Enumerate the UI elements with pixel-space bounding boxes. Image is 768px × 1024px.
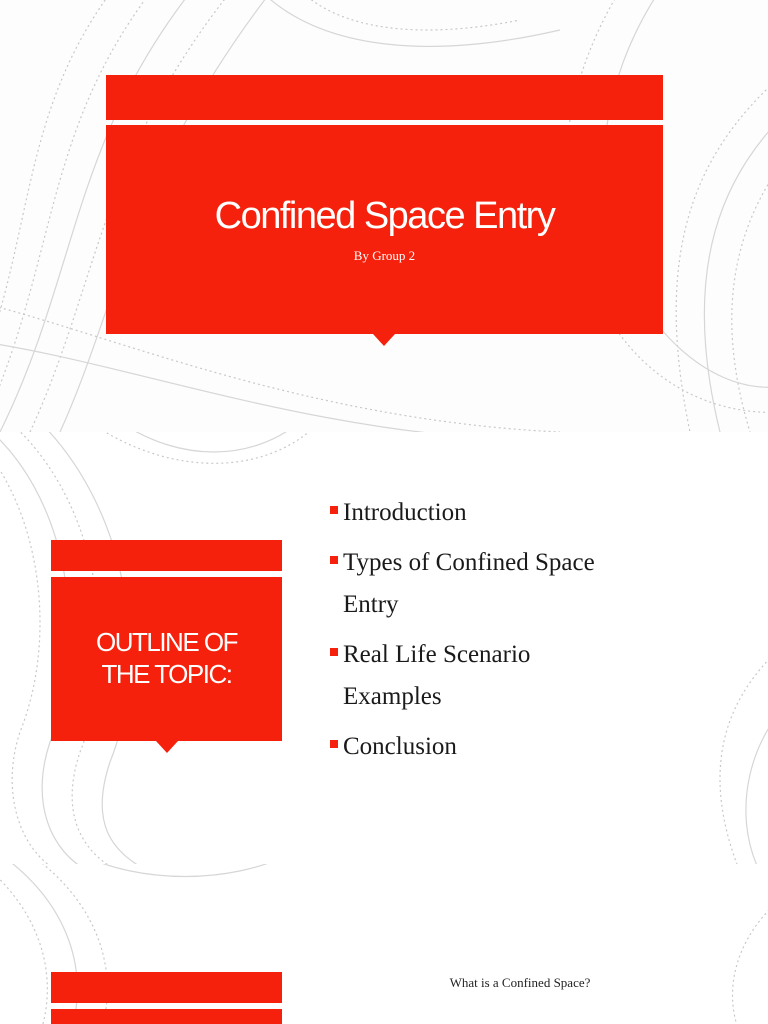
outline-item-text: Real Life Scenario bbox=[343, 641, 531, 668]
outline-item-text: Conclusion bbox=[343, 733, 457, 760]
outline-item bbox=[330, 542, 750, 626]
square-bullet-icon bbox=[330, 648, 338, 656]
slide-subtitle: By Group 2 bbox=[353, 248, 416, 263]
outline-item bbox=[330, 726, 750, 768]
outline-item-text-continued: Examples bbox=[343, 683, 442, 710]
square-bullet-icon bbox=[330, 740, 338, 748]
title-accent-bar bbox=[106, 75, 663, 120]
title-slide bbox=[0, 0, 768, 432]
outline-item bbox=[330, 634, 750, 718]
outline-heading-line-2: THE TOPIC: bbox=[101, 659, 232, 689]
outline-item-text: Types of Confined Space bbox=[343, 549, 595, 576]
outline-item bbox=[330, 492, 750, 534]
outline-accent-bar bbox=[51, 540, 282, 571]
outline-heading bbox=[51, 626, 282, 690]
square-bullet-icon bbox=[330, 556, 338, 564]
title-card-pointer bbox=[373, 334, 395, 346]
outline-slide bbox=[0, 432, 768, 864]
definition-slide bbox=[0, 864, 768, 1024]
outline-card-pointer bbox=[156, 741, 178, 753]
definition-question: What is a Confined Space? bbox=[449, 975, 591, 990]
outline-list bbox=[330, 492, 750, 776]
outline-item-text-continued: Entry bbox=[343, 591, 399, 618]
outline-heading-line-1: OUTLINE OF bbox=[95, 627, 237, 657]
slide-title: Confined Space Entry bbox=[214, 195, 555, 237]
square-bullet-icon bbox=[330, 506, 338, 514]
definition-card bbox=[51, 1009, 282, 1024]
definition-accent-bar bbox=[51, 972, 282, 1003]
outline-item-text: Introduction bbox=[343, 499, 467, 526]
